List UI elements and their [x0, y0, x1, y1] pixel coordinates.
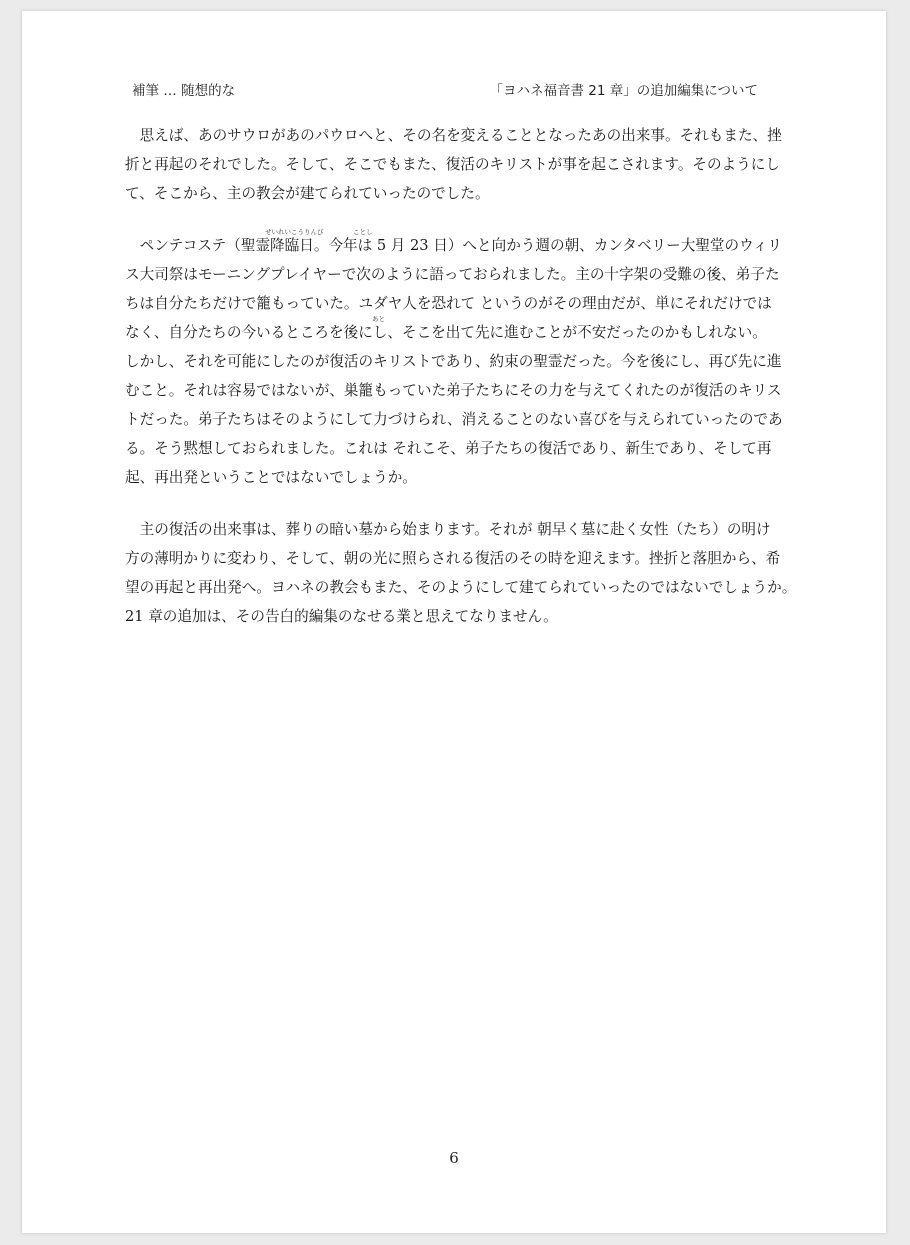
text-line: る。そう黙想しておられました。これは それこそ、弟子たちの復活であり、新生であり、そして再: [125, 440, 772, 457]
text-line: 望の再起と再出発へ。ヨハネの教会もまた、そのようにして建てられていったのではないでしょうか。: [125, 579, 797, 596]
paragraph-1: [125, 121, 790, 208]
text-line-with-ruby: [125, 228, 790, 260]
paragraph-2: [125, 228, 790, 492]
header-left: 補筆 … 随想的な: [132, 83, 236, 99]
ruby-annotation: あと: [372, 315, 385, 323]
text-content: なく、自分たちの今いるところを後にし、そこを出て先に進むことが不安だったのかもしれない。: [125, 324, 767, 341]
text-line: 起、再出発ということではないでしょうか。: [125, 469, 417, 486]
text-line: ス大司祭はモーニングプレイヤーで次のように語っておられました。主の十字架の受難の後、弟子た: [125, 266, 780, 283]
text-line: 折と再起のそれでした。そして、そこでもまた、復活のキリストが事を起こされます。そのようにし: [125, 156, 780, 173]
text-content: ペンテコステ（聖霊降臨日。今年は 5 月 23 日）へと向かう週の朝、カンタベリー大聖堂のウィリ: [125, 237, 783, 254]
ruby-annotation: ことし: [353, 228, 373, 236]
text-line: 主の復活の出来事は、葬りの暗い墓から始まります。それが 朝早く墓に赴く女性（たち）の明け: [125, 521, 771, 538]
text-line: しかし、それを可能にしたのが復活のキリストであり、約束の聖霊だった。今を後にし、再び先に進: [125, 353, 782, 370]
text-line: て、そこから、主の教会が建てられていったのでした。: [125, 185, 490, 202]
text-line: 方の薄明かりに変わり、そして、朝の光に照らされる復活のその時を迎えます。挫折と落胆から、希: [125, 550, 781, 567]
ruby-annotation: せいれいこうりんび: [265, 228, 324, 236]
document-page: [22, 11, 886, 1233]
text-line-with-ruby: [125, 315, 790, 347]
text-line: 21 章の追加は、その告白的編集のなせる業と思えてなりません。: [125, 608, 558, 625]
page-number: 6: [449, 1149, 459, 1167]
text-line: 思えば、あのサウロがあのパウロへと、その名を変えることとなったあの出来事。それもまた、挫: [125, 127, 782, 144]
running-header: [132, 79, 772, 99]
text-line: むこと。それは容易ではないが、巣籠もっていた弟子たちにその力を与えてくれたのが復活のキリス: [125, 382, 782, 399]
document-body: [125, 121, 797, 631]
paragraph-3: [125, 515, 797, 631]
header-right: 「ヨハネ福音書 21 章」の追加編集について: [489, 83, 758, 99]
text-line: ちは自分たちだけで籠もっていた。ユダヤ人を恐れて というのがその理由だが、単にそれだけでは: [125, 295, 772, 312]
text-line: トだった。弟子たちはそのようにして力づけられ、消えることのない喜びを与えられていったのであ: [125, 411, 783, 428]
